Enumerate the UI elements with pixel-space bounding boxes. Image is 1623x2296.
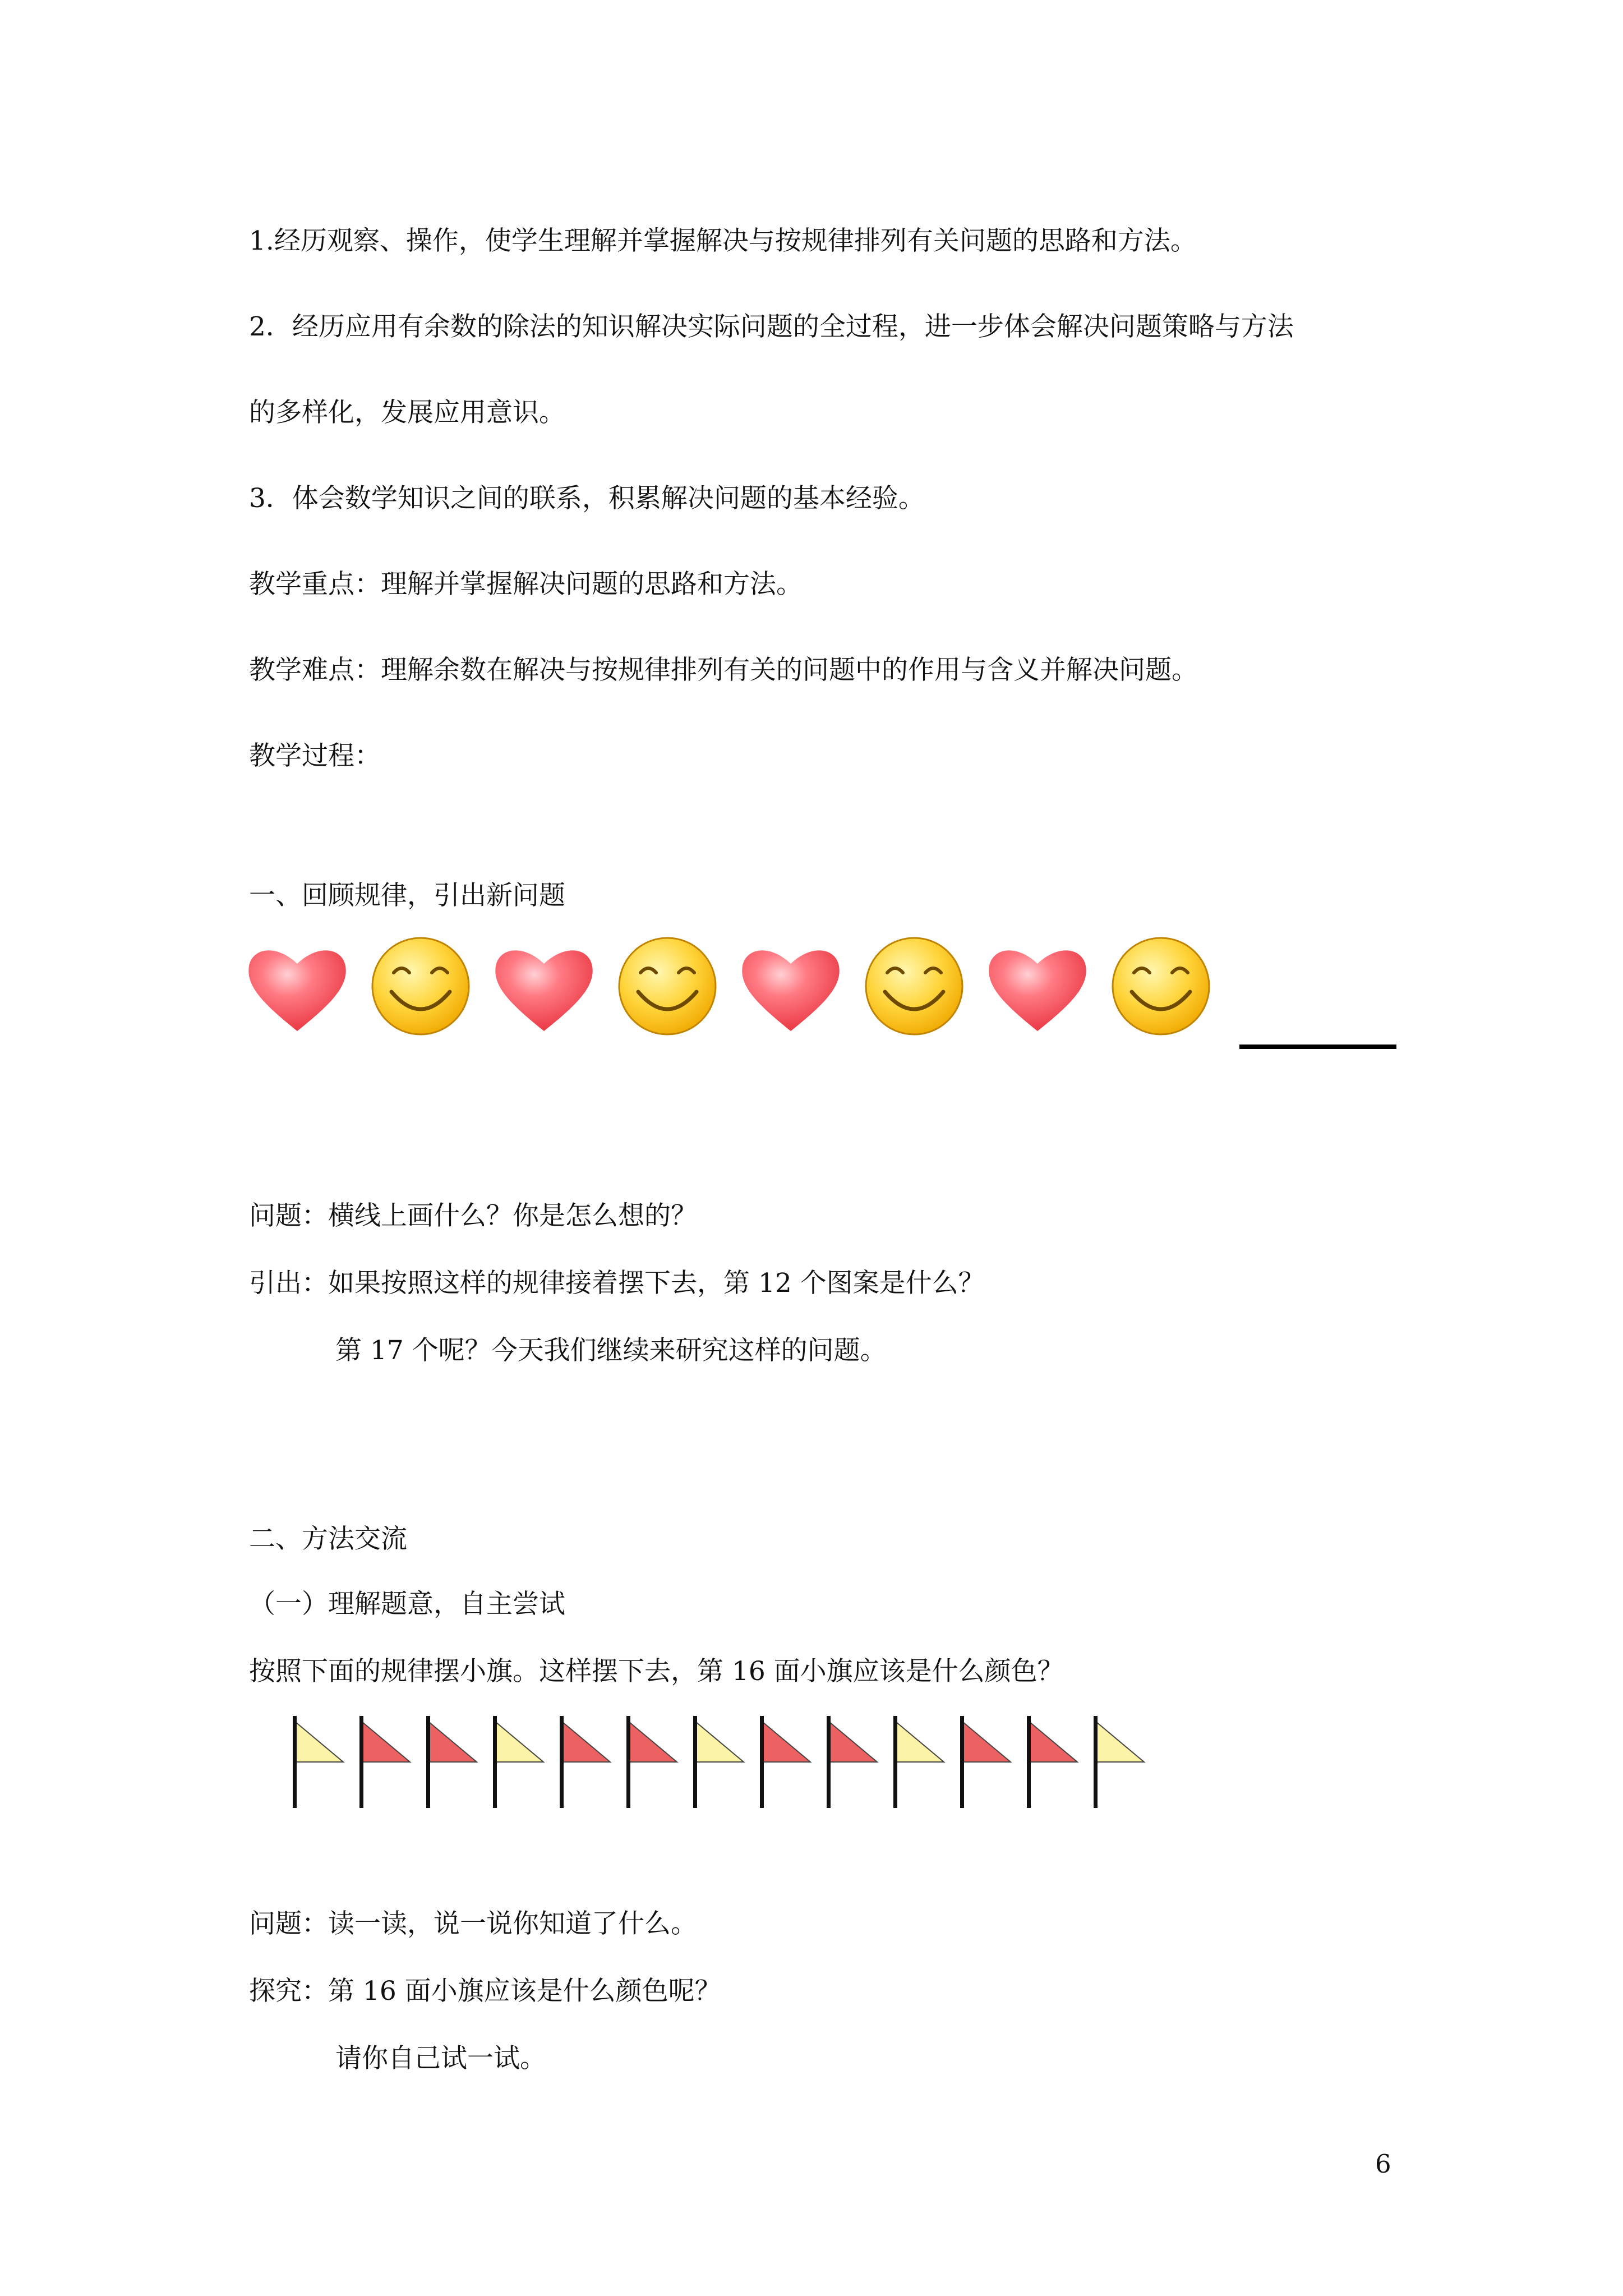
heart-icon <box>735 931 847 1043</box>
section-2-explore-continued: 请你自己试一试。 <box>335 2043 546 2074</box>
red-flag-icon <box>559 1714 615 1809</box>
heart-smiley-pattern <box>241 931 1419 1043</box>
red-flag-icon <box>1026 1714 1082 1809</box>
red-flag-icon <box>959 1714 1015 1809</box>
section-1-title: 一、回顾规律，引出新问题 <box>249 880 565 911</box>
smiley-icon <box>611 931 723 1043</box>
objective-2-continued: 的多样化，发展应用意识。 <box>249 397 565 428</box>
key-point: 教学重点：理解并掌握解决问题的思路和方法。 <box>249 569 803 600</box>
section-2-explore: 探究：第 16 面小旗应该是什么颜色呢？ <box>249 1976 721 2007</box>
smiley-icon <box>858 931 970 1043</box>
section-2-subtitle: （一）理解题意，自主尝试 <box>249 1589 565 1619</box>
section-2-question: 问题：读一读，说一说你知道了什么。 <box>249 1908 697 1939</box>
smiley-icon <box>365 931 477 1043</box>
heart-icon <box>488 931 600 1043</box>
process-label: 教学过程： <box>249 740 381 771</box>
answer-blank-line <box>1239 1045 1396 1049</box>
objective-3: 3．体会数学知识之间的联系，积累解决问题的基本经验。 <box>249 483 925 514</box>
red-flag-icon <box>826 1714 882 1809</box>
page-number: 6 <box>1375 2149 1391 2179</box>
yellow-flag-icon <box>692 1714 748 1809</box>
section-1-lead-in-continued: 第 17 个呢？今天我们继续来研究这样的问题。 <box>335 1335 887 1366</box>
section-1-lead-in: 引出：如果按照这样的规律接着摆下去，第 12 个图案是什么？ <box>249 1268 985 1299</box>
yellow-flag-icon <box>892 1714 948 1809</box>
heart-icon <box>241 931 353 1043</box>
heart-icon <box>981 931 1094 1043</box>
red-flag-icon <box>759 1714 815 1809</box>
yellow-flag-icon <box>1092 1714 1149 1809</box>
section-2-title: 二、方法交流 <box>249 1524 407 1554</box>
yellow-flag-icon <box>292 1714 348 1809</box>
difficulty: 教学难点：理解余数在解决与按规律排列有关的问题中的作用与含义并解决问题。 <box>249 655 1198 685</box>
yellow-flag-icon <box>492 1714 548 1809</box>
objective-2: 2．经历应用有余数的除法的知识解决实际问题的全过程，进一步体会解决问题策略与方法 <box>249 311 1294 342</box>
objective-1: 1.经历观察、操作，使学生理解并掌握解决与按规律排列有关问题的思路和方法。 <box>249 226 1197 256</box>
section-2-task: 按照下面的规律摆小旗。这样摆下去，第 16 面小旗应该是什么颜色？ <box>249 1656 1064 1687</box>
section-1-question: 问题：横线上画什么？你是怎么想的？ <box>249 1200 697 1231</box>
red-flag-icon <box>425 1714 481 1809</box>
smiley-icon <box>1105 931 1217 1043</box>
flag-sequence <box>292 1714 1155 1809</box>
red-flag-icon <box>358 1714 414 1809</box>
red-flag-icon <box>625 1714 681 1809</box>
